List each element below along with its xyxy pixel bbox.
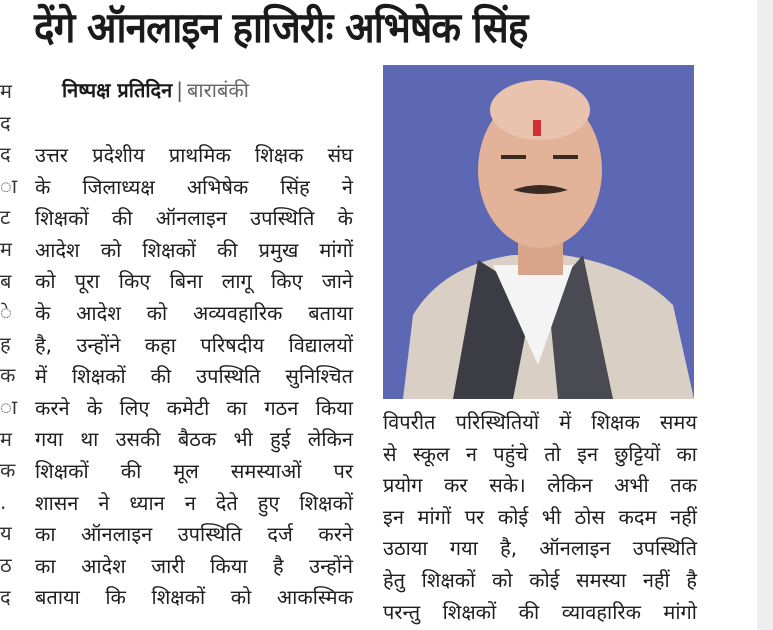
- column-fragment: ा: [0, 173, 18, 198]
- portrait-illustration: [383, 65, 694, 399]
- article-line: परन्तु शिक्षकों की व्यावहारिक मांगो: [383, 599, 697, 624]
- column-fragment: म: [0, 236, 12, 261]
- article-line: इन मांगों पर कोई भी ठोस कदम नहीं: [383, 504, 697, 529]
- article-line: करने के लिए कमेटी का गठन किया: [35, 395, 353, 420]
- article-line: को पूरा किए बिना लागू किए जाने: [35, 269, 353, 294]
- article-line: में शिक्षकों की उपस्थिति सुनिश्चित: [35, 364, 353, 389]
- column-fragment: द: [0, 584, 11, 609]
- byline-source: निष्पक्ष प्रतिदिन: [62, 78, 173, 102]
- article-line: शिक्षकों की मूल समस्याओं पर: [35, 458, 353, 483]
- article-line: बताया कि शिक्षकों को आकस्मिक: [35, 585, 353, 610]
- column-fragment: य: [0, 521, 12, 546]
- article-line: का ऑनलाइन उपस्थिति दर्ज करने: [35, 522, 353, 547]
- article-line: प्रयोग कर सके। लेकिन अभी तक: [383, 473, 697, 498]
- article-line: आदेश को शिक्षकों की प्रमुख मांगों: [35, 237, 353, 262]
- article-line: हेतु शिक्षकों को कोई समस्या नहीं है: [383, 567, 697, 592]
- portrait-photo: [383, 65, 694, 399]
- article-line: है, उन्होंने कहा परिषदीय विद्यालयों: [35, 332, 353, 357]
- article-line: उठाया गया है, ऑनलाइन उपस्थिति: [383, 536, 697, 561]
- column-fragment: ा: [0, 394, 18, 419]
- article-line: के आदेश को अव्यवहारिक बताया: [35, 300, 353, 325]
- article-line: शिक्षकों की ऑनलाइन उपस्थिति के: [35, 206, 353, 231]
- column-fragment: द: [0, 142, 11, 167]
- column-fragment: .: [0, 489, 7, 514]
- byline-place: बाराबंकी: [187, 78, 249, 102]
- article-line: शासन ने ध्यान न देते हुए शिक्षकों: [35, 490, 353, 515]
- article-line: का आदेश जारी किया है उन्होंने: [35, 553, 353, 578]
- article-line: के जिलाध्यक्ष अभिषेक सिंह ने: [35, 174, 353, 199]
- article-right-column: [383, 407, 697, 628]
- column-fragment: द: [0, 110, 11, 135]
- column-fragment: म: [0, 79, 12, 103]
- adjacent-column-fragments: [0, 76, 18, 613]
- article-left-column: [35, 140, 353, 614]
- article-line: उत्तर प्रदेशीय प्राथमिक शिक्षक संघ: [35, 143, 353, 167]
- column-fragment: ब: [0, 268, 12, 293]
- column-fragment: ठ: [0, 552, 12, 577]
- column-fragment: क: [0, 458, 16, 483]
- article-line: गया था उसकी बैठक भी हुई लेकिन: [35, 427, 353, 452]
- column-fragment: े: [0, 300, 12, 325]
- column-fragment: म: [0, 426, 12, 451]
- byline-separator: |: [176, 78, 183, 102]
- page-edge-strip: [757, 0, 773, 630]
- column-fragment: क: [0, 363, 16, 388]
- column-fragment: ह: [0, 331, 11, 356]
- article-line: से स्कूल न पहुंचे तो इन छुट्टियों का: [383, 441, 697, 466]
- headline: देंगे ऑनलाइन हाजिरीः अभिषेक सिंह: [34, 3, 528, 52]
- article-line: विपरीत परिस्थितियों में शिक्षक समय: [383, 410, 697, 434]
- byline: [62, 76, 249, 103]
- column-fragment: ट: [0, 205, 11, 230]
